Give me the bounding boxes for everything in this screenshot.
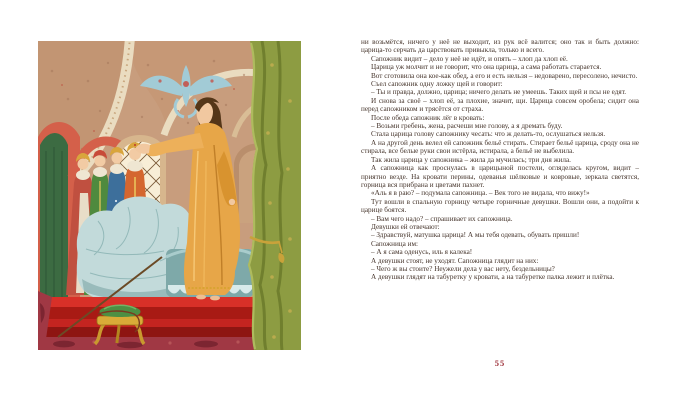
- story-paragraph: После обеда сапожник лёг в кровать:: [371, 113, 485, 122]
- story-paragraph: Сапожник видит – дело у неё не идёт, и опять – хлоп да хлоп её.: [371, 54, 568, 63]
- story-paragraph: – Чего ж вы стоите? Неужели дела у вас нету, бездельницы?: [371, 264, 555, 273]
- story-paragraph: Так жила царица у сапожника – жила да мучилась; три дня жила.: [371, 155, 571, 164]
- story-paragraph: – Ты и правда, должно, царица; ничего делать не умеешь. Таких щей и псы не едят.: [371, 88, 627, 97]
- story-paragraph: – Здравствуй, матушка царица! А мы тебя одевать, обувать пришли!: [371, 231, 580, 240]
- page-number: 55: [494, 358, 506, 368]
- story-paragraph: А сапожница как проснулась в царицыной постели, огляделась кругом, видит – приятно везде. На кровати перины, одеванья шёлковые и ковровые, зеркала светятся, горница вся прибрана и цветами пахнет.: [361, 164, 639, 189]
- story-paragraph: «Аль я в раю? – подумала сапожница. – Век того не видала, что вижу!»: [371, 189, 590, 198]
- illustration-canvas: [38, 41, 301, 350]
- story-paragraph: Девушки ей отвечают:: [371, 222, 440, 231]
- story-paragraph: – Вам чего надо? – спрашивает их сапожница.: [371, 214, 513, 223]
- story-paragraph: А девушки стоят, не уходят. Сапожница глядит на них:: [371, 256, 539, 265]
- story-paragraph: Тут вошли в спальную горницу четыре горничные девушки. Вошли они, а подойти к царице боятся.: [361, 197, 639, 215]
- story-paragraph: – Возьми гребень, жена, расчеши мне голову, а я дремать буду.: [371, 122, 563, 131]
- story-paragraph: – А я сама оденусь, иль я калека!: [371, 248, 473, 257]
- story-paragraph: Вот сготовила она кое-как обед, а его и есть нельзя – недоварено, пересолено, нечисто.: [371, 71, 638, 80]
- story-paragraph: Стала царица голову сапожнику чесать: что ж делать-то, ослушаться нельзя.: [371, 130, 606, 139]
- story-paragraph: А девушки глядят на табуретку у кровати, а на табуретке палка лежит и плётка.: [371, 273, 615, 282]
- story-paragraph: Царица уж молчит и не говорит, что она царица, а сама работать старается.: [371, 63, 602, 72]
- story-text: [361, 38, 639, 282]
- curtain: [248, 41, 301, 350]
- steps: [38, 297, 284, 339]
- story-paragraph: А на другой день велел ей сапожник бельё стирать. Стирает бельё царица, сроду она не стирала, все белые руки свои истёрла, истирала, а бельё не выбелила.: [361, 138, 639, 156]
- story-paragraph: ни возьмётся, ничего у неё не выходит, из рук всё валится; оно так и быть должно: царица-то серчать да царствовать привыкла, только и всего.: [361, 38, 639, 55]
- story-paragraph: И снова за своё – хлоп её, за плохие, значит, щи. Царица совсем оробела; сидит она перед сапожником и трясётся от страха.: [361, 96, 639, 114]
- story-illustration: [38, 41, 301, 350]
- story-paragraph: Съел сапожник одну ложку щей и говорит:: [371, 80, 503, 89]
- story-paragraph: Сапожница им:: [371, 239, 419, 248]
